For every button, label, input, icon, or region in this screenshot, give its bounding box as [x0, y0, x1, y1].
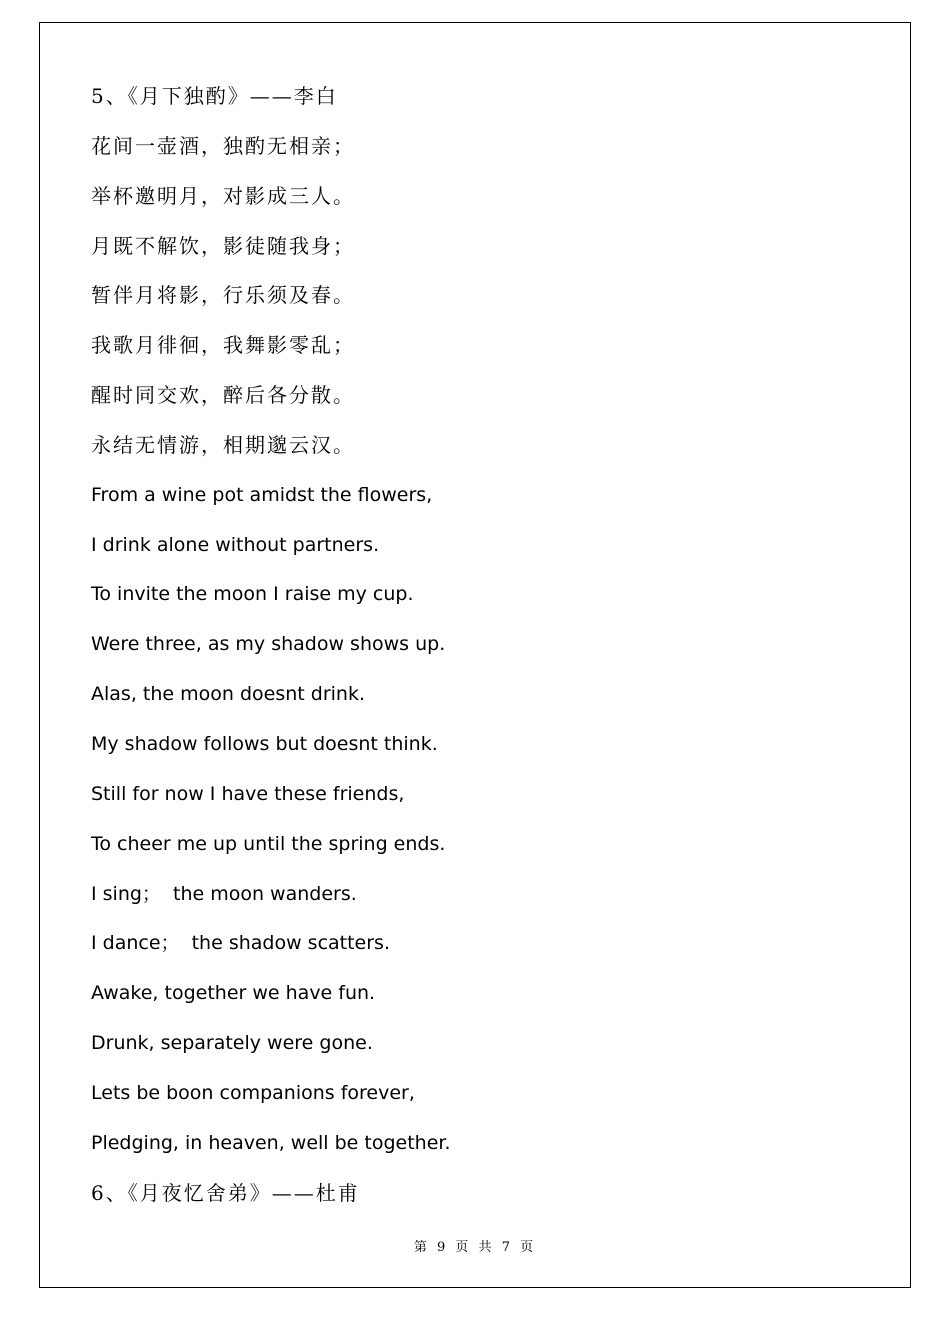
translation-line: My shadow follows but doesnt think.	[91, 732, 438, 755]
translation-line: Still for now I have these friends,	[91, 782, 405, 805]
translation-line: I sing； the moon wanders.	[91, 882, 357, 905]
translation-line: I drink alone without partners.	[91, 533, 380, 556]
translation-line: Awake, together we have fun.	[91, 982, 376, 1005]
document-body	[91, 79, 891, 1225]
poem-line: 花间一壶酒，独酌无相亲；	[91, 133, 355, 158]
translation-line: Pledging, in heaven, well be together.	[91, 1131, 451, 1154]
translation-line: Were three, as my shadow shows up.	[91, 633, 446, 656]
poem-line: 醒时同交欢，醉后各分散。	[91, 383, 355, 408]
translation-line: To invite the moon I raise my cup.	[91, 583, 414, 606]
page-number-footer: 第 9 页 共 7 页	[413, 1240, 537, 1255]
translation-line: I dance； the shadow scatters.	[91, 932, 390, 955]
poem-line: 暂伴月将影，行乐须及春。	[91, 283, 355, 308]
poem-line: 永结无情游，相期邈云汉。	[91, 432, 355, 457]
translation-line: Drunk, separately were gone.	[91, 1032, 373, 1055]
translation-line: To cheer me up until the spring ends.	[91, 832, 446, 855]
poem-line: 举杯邀明月，对影成三人。	[91, 183, 355, 208]
poem-line: 我歌月徘徊，我舞影零乱；	[91, 333, 355, 358]
poem-title-5: 5、《月下独酌》——李白	[91, 84, 338, 108]
translation-line: Alas, the moon doesnt drink.	[91, 683, 365, 706]
translation-line: From a wine pot amidst the flowers,	[91, 483, 433, 506]
poem-line: 月既不解饮，影徒随我身；	[91, 233, 355, 258]
translation-line: Lets be boon companions forever,	[91, 1081, 415, 1104]
poem-title-6: 6、《月夜忆舍弟》——杜甫	[91, 1180, 360, 1205]
